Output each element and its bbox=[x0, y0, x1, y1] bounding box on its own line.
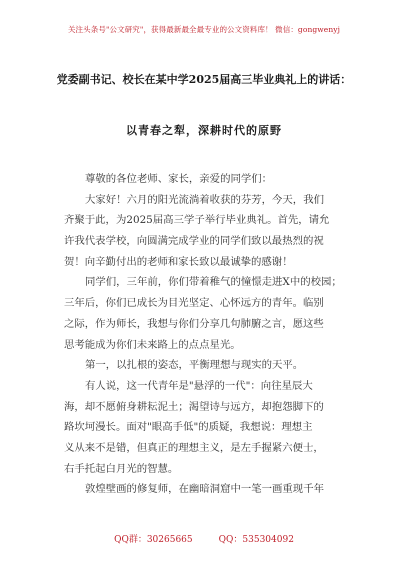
header-banner: 关注头条号"公文研究"，获得最新最全最专业的公文资料库！ 微信：gongwenyj bbox=[67, 25, 341, 34]
body-line: 尊敬的各位老师、家长，亲爱的同学们： bbox=[85, 173, 273, 185]
body-line: 齐聚于此，为2025届高三学子举行毕业典礼。首先，请允 bbox=[64, 214, 330, 227]
body-line: 大家好！六月的阳光流淌着收获的芬芳，今天，我们 bbox=[85, 193, 324, 206]
body-line: 思考能成为你们未来路上的点点星光。 bbox=[64, 338, 241, 351]
body-line: 海，却不愿俯身耕耘泥土；渴望诗与远方，却抱怨脚下的 bbox=[64, 400, 324, 413]
body-line: 三年后，你们已成长为目光坚定、心怀远方的青年。临别 bbox=[64, 297, 324, 310]
body-line: 义从来不是错，但真正的理想主义，是左手握紧六便士， bbox=[64, 441, 324, 454]
speech-body bbox=[64, 169, 346, 500]
footer-qq-number: QQ：535304092 bbox=[218, 535, 294, 545]
body-line: 许我代表学校，向圆满完成学业的同学们致以最热烈的祝 bbox=[64, 235, 324, 248]
document-title: 党委副书记、校长在某中学2025届高三毕业典礼上的讲话： bbox=[56, 73, 352, 86]
document-subtitle: 以青春之犁，深耕时代的原野 bbox=[126, 124, 282, 137]
body-line: 路坎坷漫长。面对"眼高手低"的质疑，我想说：理想主 bbox=[64, 421, 313, 434]
body-line: 右手托起白月光的智慧。 bbox=[64, 462, 179, 475]
body-line: 有人说，这一代青年是"悬浮的一代"：向往星辰大 bbox=[85, 379, 313, 392]
footer-contact bbox=[0, 532, 408, 545]
footer-qq-group: QQ群：30265665 bbox=[114, 535, 193, 545]
body-line: 贺！向辛勤付出的老师和家长致以最诚挚的感谢！ bbox=[64, 255, 293, 268]
body-line: 之际，作为师长，我想与你们分享几句肺腑之言，愿这些 bbox=[64, 317, 324, 330]
body-line: 同学们，三年前，你们带着稚气的憧憬走进X中的校园； bbox=[85, 276, 342, 289]
body-line: 敦煌壁画的修复师，在幽暗洞窟中一笔一画重现千年 bbox=[85, 483, 324, 496]
body-line: 第一，以扎根的姿态，平衡理想与现实的天平。 bbox=[85, 359, 304, 372]
